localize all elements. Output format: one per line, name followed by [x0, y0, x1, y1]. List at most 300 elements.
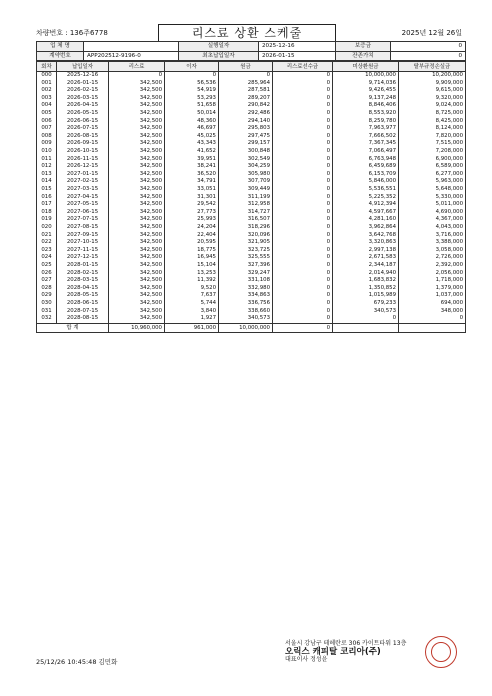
cell-termination-loss: 4,043,000 [399, 224, 466, 232]
cell-payment-date: 2028-08-15 [57, 315, 109, 323]
cell-lease-fee: 342,500 [109, 110, 165, 118]
cell-payment-date: 2027-01-15 [57, 171, 109, 179]
cell-installment: 021 [37, 231, 57, 239]
cell-lease-fee: 342,500 [109, 118, 165, 126]
cell-outstanding: 1,683,832 [333, 277, 399, 285]
cell-principal: 290,842 [219, 102, 273, 110]
cell-prepaid: 0 [273, 224, 333, 232]
company-name: 오릭스 캐피탈 코리아(주) [285, 647, 381, 657]
cell-interest: 9,520 [165, 285, 219, 293]
schedule-header-row [37, 62, 466, 72]
cell-interest: 48,360 [165, 118, 219, 126]
cell-outstanding: 6,153,709 [333, 171, 399, 179]
cell-prepaid: 0 [273, 148, 333, 156]
first-payment-value: 2026-01-15 [259, 51, 336, 61]
contract-info-table [36, 41, 466, 61]
table-row [37, 110, 466, 118]
cell-outstanding: 3,962,864 [333, 224, 399, 232]
cell-outstanding: 3,642,768 [333, 231, 399, 239]
cell-outstanding: 7,666,502 [333, 133, 399, 141]
cell-termination-loss: 1,718,000 [399, 277, 466, 285]
cell-installment: 010 [37, 148, 57, 156]
cell-prepaid: 0 [273, 194, 333, 202]
cell-termination-loss: 9,024,000 [399, 102, 466, 110]
cell-principal: 321,905 [219, 239, 273, 247]
cell-prepaid: 0 [273, 315, 333, 323]
cell-principal: 314,727 [219, 209, 273, 217]
cell-termination-loss: 8,124,000 [399, 125, 466, 133]
table-row [37, 300, 466, 308]
cell-principal: 299,157 [219, 140, 273, 148]
cell-principal: 0 [219, 72, 273, 80]
cell-interest: 54,919 [165, 87, 219, 95]
cell-installment: 018 [37, 209, 57, 217]
contract-number-value: APP202512-9196-0 [84, 51, 179, 61]
cell-installment: 023 [37, 247, 57, 255]
cell-outstanding: 9,714,036 [333, 80, 399, 88]
table-row [37, 102, 466, 110]
cell-principal: 302,549 [219, 156, 273, 164]
cell-principal: 312,958 [219, 201, 273, 209]
cell-outstanding: 7,963,977 [333, 125, 399, 133]
cell-interest: 46,697 [165, 125, 219, 133]
table-row [37, 194, 466, 202]
cell-lease-fee: 342,500 [109, 315, 165, 323]
cell-installment: 003 [37, 95, 57, 103]
table-row [37, 315, 466, 323]
cell-termination-loss: 6,589,000 [399, 163, 466, 171]
cell-lease-fee: 342,500 [109, 178, 165, 186]
cell-termination-loss: 1,037,000 [399, 292, 466, 300]
cell-prepaid: 0 [273, 231, 333, 239]
cell-prepaid: 0 [273, 156, 333, 164]
table-row [37, 178, 466, 186]
cell-interest: 38,241 [165, 163, 219, 171]
cell-outstanding: 1,350,852 [333, 285, 399, 293]
cell-outstanding: 4,281,160 [333, 216, 399, 224]
info-row [37, 42, 466, 52]
cell-termination-loss: 7,820,000 [399, 133, 466, 141]
col-header-termination-loss: 탈부규정손실금 [399, 62, 466, 72]
table-row [37, 285, 466, 293]
cell-termination-loss: 9,909,000 [399, 80, 466, 88]
cell-outstanding: 2,997,138 [333, 247, 399, 255]
table-row [37, 269, 466, 277]
cell-installment: 032 [37, 315, 57, 323]
table-row [37, 133, 466, 141]
cell-outstanding: 3,320,863 [333, 239, 399, 247]
cell-termination-loss: 8,425,000 [399, 118, 466, 126]
cell-installment: 028 [37, 285, 57, 293]
cell-interest: 13,253 [165, 269, 219, 277]
table-row [37, 125, 466, 133]
cell-installment: 012 [37, 163, 57, 171]
cell-prepaid: 0 [273, 201, 333, 209]
col-header-prepaid: 리스료선수금 [273, 62, 333, 72]
cell-installment: 017 [37, 201, 57, 209]
cell-interest: 34,791 [165, 178, 219, 186]
cell-principal: 297,475 [219, 133, 273, 141]
cell-termination-loss: 5,330,000 [399, 194, 466, 202]
cell-installment: 008 [37, 133, 57, 141]
table-row [37, 262, 466, 270]
cell-principal: 295,803 [219, 125, 273, 133]
cell-prepaid: 0 [273, 209, 333, 217]
cell-lease-fee: 342,500 [109, 80, 165, 88]
cell-payment-date: 2026-06-15 [57, 118, 109, 126]
cell-payment-date: 2026-10-15 [57, 148, 109, 156]
cell-interest: 51,658 [165, 102, 219, 110]
cell-termination-loss: 5,963,000 [399, 178, 466, 186]
cell-outstanding: 1,015,989 [333, 292, 399, 300]
cell-installment: 000 [37, 72, 57, 80]
table-row [37, 307, 466, 315]
cell-principal: 289,207 [219, 95, 273, 103]
table-row [37, 171, 466, 179]
cell-principal: 294,140 [219, 118, 273, 126]
cell-prepaid: 0 [273, 118, 333, 126]
cell-installment: 006 [37, 118, 57, 126]
cell-termination-loss: 2,056,000 [399, 269, 466, 277]
cell-prepaid: 0 [273, 171, 333, 179]
table-row [37, 277, 466, 285]
cell-lease-fee: 342,500 [109, 209, 165, 217]
cell-outstanding: 5,225,352 [333, 194, 399, 202]
cell-outstanding: 5,846,000 [333, 178, 399, 186]
cell-lease-fee: 342,500 [109, 239, 165, 247]
cell-installment: 022 [37, 239, 57, 247]
col-header-installment: 회차 [37, 62, 57, 72]
cell-outstanding: 5,536,551 [333, 186, 399, 194]
cell-termination-loss: 0 [399, 315, 466, 323]
cell-outstanding: 679,233 [333, 300, 399, 308]
cell-interest: 0 [165, 72, 219, 80]
cell-principal: 320,096 [219, 231, 273, 239]
cell-outstanding: 6,459,689 [333, 163, 399, 171]
cell-interest: 11,392 [165, 277, 219, 285]
cell-payment-date: 2026-09-15 [57, 140, 109, 148]
company-address: 서울시 강남구 테헤란로 306 카이트타워 13층 [285, 640, 407, 647]
table-row [37, 186, 466, 194]
cell-installment: 029 [37, 292, 57, 300]
cell-installment: 009 [37, 140, 57, 148]
cell-principal: 331,108 [219, 277, 273, 285]
cell-lease-fee: 342,500 [109, 231, 165, 239]
col-header-outstanding: 미상환원금 [333, 62, 399, 72]
cell-termination-loss: 1,379,000 [399, 285, 466, 293]
totals-termination-empty [399, 323, 466, 333]
company-label: 업 체 명 [37, 42, 84, 52]
cell-principal: 327,396 [219, 262, 273, 270]
cell-interest: 16,945 [165, 254, 219, 262]
cell-payment-date: 2027-03-15 [57, 186, 109, 194]
cell-installment: 007 [37, 125, 57, 133]
table-row [37, 80, 466, 88]
cell-prepaid: 0 [273, 102, 333, 110]
cell-principal: 316,507 [219, 216, 273, 224]
cell-payment-date: 2027-12-15 [57, 254, 109, 262]
cell-payment-date: 2026-03-15 [57, 95, 109, 103]
cell-principal: 285,964 [219, 80, 273, 88]
cell-lease-fee: 342,500 [109, 186, 165, 194]
cell-payment-date: 2027-02-15 [57, 178, 109, 186]
residual-value-value: 0 [391, 51, 466, 61]
cell-outstanding: 2,344,187 [333, 262, 399, 270]
cell-interest: 50,014 [165, 110, 219, 118]
cell-prepaid: 0 [273, 239, 333, 247]
cell-principal: 300,848 [219, 148, 273, 156]
cell-prepaid: 0 [273, 140, 333, 148]
cell-interest: 3,840 [165, 307, 219, 315]
cell-prepaid: 0 [273, 285, 333, 293]
cell-principal: 304,259 [219, 163, 273, 171]
cell-payment-date: 2026-02-15 [57, 87, 109, 95]
first-payment-label: 최초납입일자 [179, 51, 259, 61]
cell-termination-loss: 8,725,000 [399, 110, 466, 118]
cell-lease-fee: 342,500 [109, 87, 165, 95]
cell-payment-date: 2026-01-15 [57, 80, 109, 88]
cell-interest: 22,404 [165, 231, 219, 239]
cell-interest: 31,301 [165, 194, 219, 202]
document-title: 리스료 상환 스케줄 [158, 24, 336, 42]
cell-principal: 332,980 [219, 285, 273, 293]
table-row [37, 292, 466, 300]
print-timestamp: 25/12/26 10:45:48 김민화 [36, 658, 118, 666]
cell-interest: 18,775 [165, 247, 219, 255]
cell-prepaid: 0 [273, 262, 333, 270]
deposit-value: 0 [391, 42, 466, 52]
cell-prepaid: 0 [273, 87, 333, 95]
cell-termination-loss: 9,320,000 [399, 95, 466, 103]
cell-lease-fee: 342,500 [109, 194, 165, 202]
cell-principal: 323,725 [219, 247, 273, 255]
cell-prepaid: 0 [273, 292, 333, 300]
schedule-body [37, 72, 466, 324]
cell-installment: 027 [37, 277, 57, 285]
cell-outstanding: 9,137,248 [333, 95, 399, 103]
cell-outstanding: 7,066,497 [333, 148, 399, 156]
cell-lease-fee: 342,500 [109, 125, 165, 133]
execution-date-label: 실행일자 [179, 42, 259, 52]
cell-lease-fee: 342,500 [109, 254, 165, 262]
cell-payment-date: 2026-07-15 [57, 125, 109, 133]
cell-outstanding: 7,367,345 [333, 140, 399, 148]
cell-termination-loss: 7,208,000 [399, 148, 466, 156]
cell-payment-date: 2028-03-15 [57, 277, 109, 285]
cell-termination-loss: 348,000 [399, 307, 466, 315]
cell-prepaid: 0 [273, 247, 333, 255]
cell-outstanding: 8,553,920 [333, 110, 399, 118]
table-row [37, 140, 466, 148]
deposit-label: 보증금 [336, 42, 391, 52]
company-block [285, 640, 406, 664]
cell-lease-fee: 342,500 [109, 269, 165, 277]
cell-payment-date: 2028-07-15 [57, 307, 109, 315]
cell-interest: 15,104 [165, 262, 219, 270]
cell-termination-loss: 3,058,000 [399, 247, 466, 255]
col-header-principal: 원금 [219, 62, 273, 72]
cell-outstanding: 8,846,406 [333, 102, 399, 110]
cell-lease-fee: 342,500 [109, 156, 165, 164]
table-row [37, 209, 466, 217]
cell-payment-date: 2028-02-15 [57, 269, 109, 277]
cell-installment: 025 [37, 262, 57, 270]
cell-outstanding: 8,259,780 [333, 118, 399, 126]
cell-principal: 305,980 [219, 171, 273, 179]
cell-prepaid: 0 [273, 163, 333, 171]
cell-payment-date: 2027-08-15 [57, 224, 109, 232]
cell-prepaid: 0 [273, 277, 333, 285]
cell-termination-loss: 5,648,000 [399, 186, 466, 194]
cell-payment-date: 2027-07-15 [57, 216, 109, 224]
cell-principal: 287,581 [219, 87, 273, 95]
cell-principal: 329,247 [219, 269, 273, 277]
totals-prepaid: 0 [273, 323, 333, 333]
totals-lease-fee: 10,960,000 [109, 323, 165, 333]
cell-principal: 325,555 [219, 254, 273, 262]
cell-installment: 014 [37, 178, 57, 186]
info-row [37, 51, 466, 61]
cell-outstanding: 6,763,948 [333, 156, 399, 164]
cell-interest: 29,542 [165, 201, 219, 209]
cell-principal: 307,709 [219, 178, 273, 186]
cell-installment: 001 [37, 80, 57, 88]
table-row [37, 95, 466, 103]
totals-label: 합 계 [37, 323, 109, 333]
table-row [37, 118, 466, 126]
cell-installment: 005 [37, 110, 57, 118]
cell-outstanding: 2,014,940 [333, 269, 399, 277]
col-header-interest: 이자 [165, 62, 219, 72]
cell-prepaid: 0 [273, 300, 333, 308]
cell-payment-date: 2026-11-15 [57, 156, 109, 164]
repayment-schedule-table [36, 61, 466, 333]
cell-termination-loss: 4,690,000 [399, 209, 466, 217]
cell-outstanding: 2,671,583 [333, 254, 399, 262]
cell-interest: 45,025 [165, 133, 219, 141]
cell-payment-date: 2026-04-15 [57, 102, 109, 110]
totals-row [37, 323, 466, 333]
cell-principal: 292,486 [219, 110, 273, 118]
cell-termination-loss: 6,277,000 [399, 171, 466, 179]
cell-interest: 1,927 [165, 315, 219, 323]
cell-lease-fee: 342,500 [109, 133, 165, 141]
cell-outstanding: 9,426,455 [333, 87, 399, 95]
cell-installment: 015 [37, 186, 57, 194]
cell-installment: 004 [37, 102, 57, 110]
cell-termination-loss: 2,726,000 [399, 254, 466, 262]
company-seal-stamp [425, 636, 457, 668]
cell-payment-date: 2027-10-15 [57, 239, 109, 247]
table-row [37, 163, 466, 171]
col-header-lease-fee: 리스료 [109, 62, 165, 72]
cell-principal: 338,660 [219, 307, 273, 315]
cell-payment-date: 2026-12-15 [57, 163, 109, 171]
cell-termination-loss: 2,392,000 [399, 262, 466, 270]
cell-lease-fee: 342,500 [109, 95, 165, 103]
cell-installment: 016 [37, 194, 57, 202]
cell-interest: 20,595 [165, 239, 219, 247]
cell-payment-date: 2027-04-15 [57, 194, 109, 202]
cell-prepaid: 0 [273, 254, 333, 262]
totals-interest: 961,000 [165, 323, 219, 333]
totals-outstanding-empty [333, 323, 399, 333]
cell-lease-fee: 0 [109, 72, 165, 80]
cell-payment-date: 2028-05-15 [57, 292, 109, 300]
cell-payment-date: 2026-05-15 [57, 110, 109, 118]
cell-lease-fee: 342,500 [109, 171, 165, 179]
cell-installment: 019 [37, 216, 57, 224]
cell-principal: 318,296 [219, 224, 273, 232]
cell-payment-date: 2026-08-15 [57, 133, 109, 141]
cell-installment: 020 [37, 224, 57, 232]
cell-interest: 5,744 [165, 300, 219, 308]
contract-number-label: 계약번호 [37, 51, 84, 61]
cell-termination-loss: 10,200,000 [399, 72, 466, 80]
cell-outstanding: 10,000,000 [333, 72, 399, 80]
document-header [36, 24, 462, 40]
cell-prepaid: 0 [273, 125, 333, 133]
cell-installment: 026 [37, 269, 57, 277]
cell-payment-date: 2027-09-15 [57, 231, 109, 239]
cell-interest: 27,773 [165, 209, 219, 217]
table-row [37, 216, 466, 224]
cell-termination-loss: 3,716,000 [399, 231, 466, 239]
table-row [37, 239, 466, 247]
cell-interest: 43,343 [165, 140, 219, 148]
table-row [37, 247, 466, 255]
totals-principal: 10,000,000 [219, 323, 273, 333]
cell-payment-date: 2028-04-15 [57, 285, 109, 293]
table-row [37, 72, 466, 80]
table-row [37, 156, 466, 164]
cell-lease-fee: 342,500 [109, 277, 165, 285]
cell-interest: 24,204 [165, 224, 219, 232]
cell-installment: 024 [37, 254, 57, 262]
cell-interest: 25,993 [165, 216, 219, 224]
cell-lease-fee: 342,500 [109, 201, 165, 209]
cell-payment-date: 2027-06-15 [57, 209, 109, 217]
cell-principal: 309,449 [219, 186, 273, 194]
cell-termination-loss: 694,000 [399, 300, 466, 308]
company-value [84, 42, 179, 52]
cell-termination-loss: 7,515,000 [399, 140, 466, 148]
cell-lease-fee: 342,500 [109, 307, 165, 315]
cell-prepaid: 0 [273, 307, 333, 315]
cell-installment: 031 [37, 307, 57, 315]
cell-prepaid: 0 [273, 186, 333, 194]
cell-lease-fee: 342,500 [109, 102, 165, 110]
cell-lease-fee: 342,500 [109, 285, 165, 293]
cell-installment: 002 [37, 87, 57, 95]
cell-lease-fee: 342,500 [109, 247, 165, 255]
table-row [37, 148, 466, 156]
cell-prepaid: 0 [273, 110, 333, 118]
cell-termination-loss: 4,367,000 [399, 216, 466, 224]
table-row [37, 224, 466, 232]
cell-lease-fee: 342,500 [109, 300, 165, 308]
table-row [37, 201, 466, 209]
cell-outstanding: 0 [333, 315, 399, 323]
execution-date-value: 2025-12-16 [259, 42, 336, 52]
cell-lease-fee: 342,500 [109, 163, 165, 171]
cell-interest: 56,536 [165, 80, 219, 88]
cell-outstanding: 340,573 [333, 307, 399, 315]
cell-prepaid: 0 [273, 178, 333, 186]
cell-principal: 340,573 [219, 315, 273, 323]
cell-outstanding: 4,597,667 [333, 209, 399, 217]
cell-lease-fee: 342,500 [109, 262, 165, 270]
